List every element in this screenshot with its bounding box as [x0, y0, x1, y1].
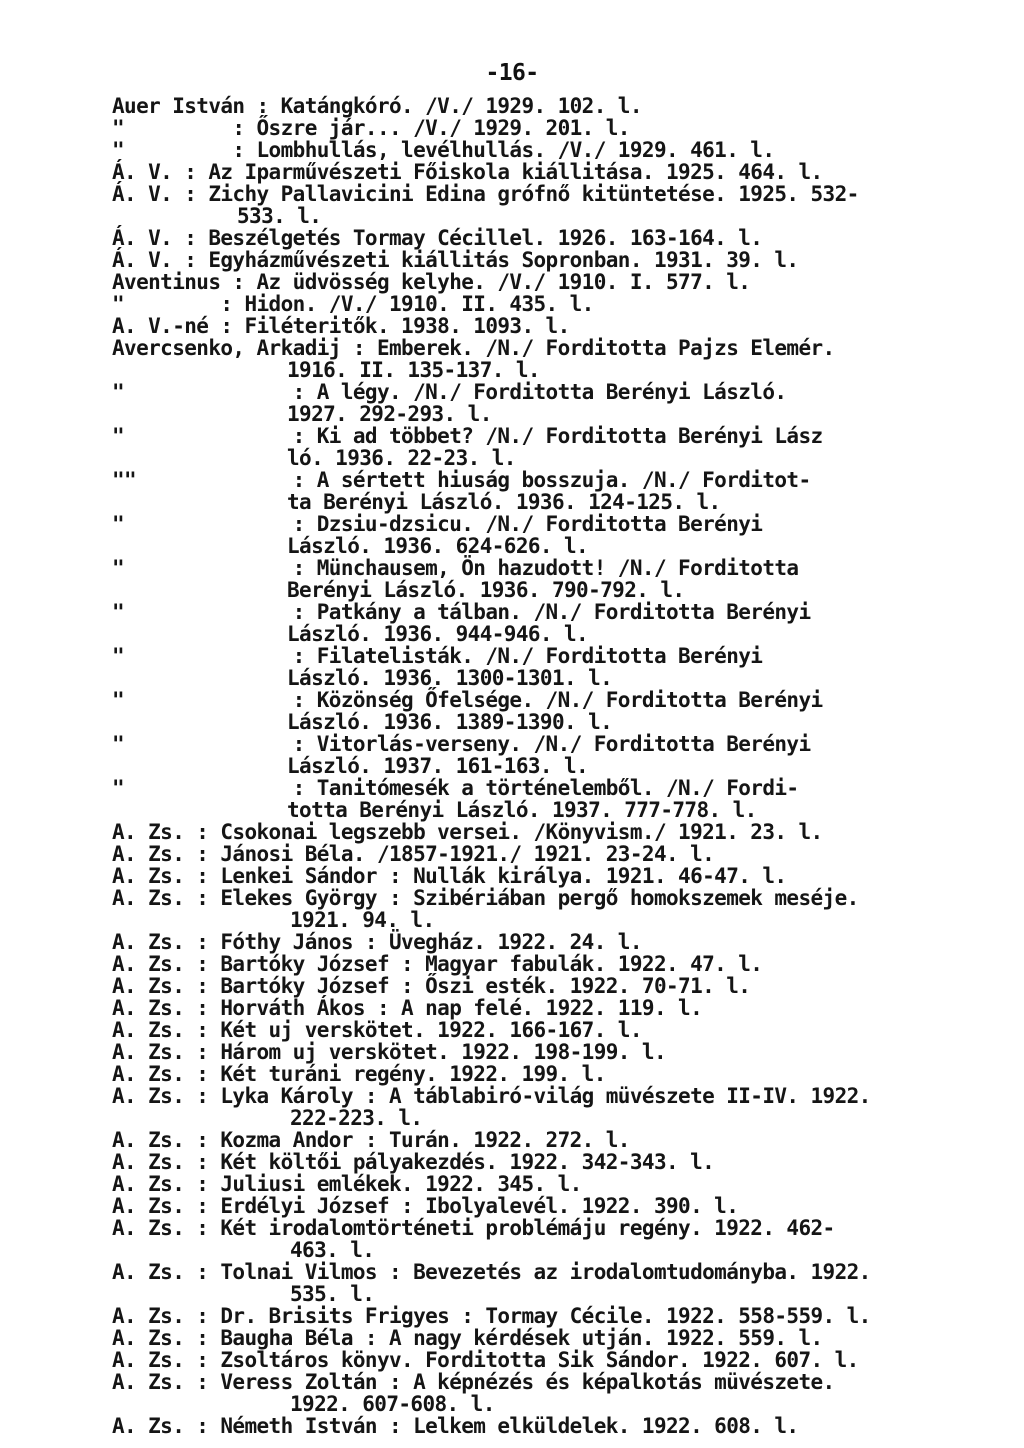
entry-line: " : Dzsiu-dzsicu. /N./ Forditotta Berényi	[112, 512, 763, 536]
entry-line: " : Filatelisták. /N./ Forditotta Berényi	[112, 644, 763, 668]
entry-line: " : Münchausem, Ön hazudott! /N./ Forditotta	[112, 556, 799, 580]
entry-line: A. Zs. : Csokonai legszebb versei. /Könyvism./ 1921. 23. l.	[112, 820, 823, 844]
entry-line: A. Zs. : Két költői pályakezdés. 1922. 342-343. l.	[112, 1150, 715, 1174]
entry-line: László. 1936. 624-626. l.	[287, 534, 589, 558]
entry-line: A. Zs. : Veress Zoltán : A képnézés és képalkotás müvészete.	[112, 1370, 835, 1394]
entry-line: A. V.-né : Filéteritők. 1938. 1093. l.	[112, 314, 570, 338]
entry-line: A. Zs. : Három uj verskötet. 1922. 198-199. l.	[112, 1040, 666, 1064]
entry-line: Á. V. : Zichy Pallavicini Edina grófnő kitüntetése. 1925. 532-	[112, 182, 859, 206]
entry-line: A. Zs. : Lyka Károly : A táblabiró-világ müvészete II-IV. 1922.	[112, 1084, 871, 1108]
entry-line: A. Zs. : Dr. Brisits Frigyes : Tormay Cécile. 1922. 558-559. l.	[112, 1304, 871, 1328]
entry-line: László. 1936. 944-946. l.	[287, 622, 589, 646]
entry-line: 1921. 94. l.	[290, 908, 435, 932]
entry-line: Á. V. : Beszélgetés Tormay Cécillel. 1926. 163-164. l.	[112, 226, 763, 250]
entry-line: ló. 1936. 22-23. l.	[287, 446, 516, 470]
entry-line: Avercsenko, Arkadij : Emberek. /N./ Forditotta Pajzs Elemér.	[112, 336, 835, 360]
entry-line: László. 1937. 161-163. l.	[287, 754, 589, 778]
entry-line: A. Zs. : Fóthy János : Üvegház. 1922. 24. l.	[112, 930, 642, 954]
entry-line: A. Zs. : Két irodalomtörténeti problémáju regény. 1922. 462-	[112, 1216, 835, 1240]
entry-line: 535. l.	[290, 1282, 375, 1306]
entry-line: Berényi László. 1936. 790-792. l.	[287, 578, 685, 602]
page-number: -16-	[485, 60, 539, 86]
entry-line: László. 1936. 1300-1301. l.	[287, 666, 613, 690]
entry-line: A. Zs. : Lenkei Sándor : Nullák királya. 1921. 46-47. l.	[112, 864, 787, 888]
entry-line: " : Tanitómesék a történelemből. /N./ Fordi-	[112, 776, 799, 800]
entry-line: " : Közönség Őfelsége. /N./ Forditotta Berényi	[112, 688, 823, 712]
entry-line: " : Patkány a tálban. /N./ Forditotta Berényi	[112, 600, 811, 624]
entry-line: 1927. 292-293. l.	[287, 402, 492, 426]
entry-line: A. Zs. : Németh István : Lelkem elküldelek. 1922. 608. l.	[112, 1414, 799, 1438]
entry-line: Á. V. : Egyházművészeti kiállitás Sopronban. 1931. 39. l.	[112, 248, 799, 272]
entry-line: "" : A sértett hiuság bosszuja. /N./ Forditot-	[112, 468, 811, 492]
entry-line: 533. l.	[237, 204, 322, 228]
entry-line: totta Berényi László. 1937. 777-778. l.	[287, 798, 757, 822]
entry-line: 1916. II. 135-137. l.	[287, 358, 540, 382]
entry-line: Auer István : Katángkóró. /V./ 1929. 102. l.	[112, 94, 642, 118]
entry-line: " : Hidon. /V./ 1910. II. 435. l.	[112, 292, 594, 316]
entry-line: A. Zs. : Erdélyi József : Ibolyalevél. 1922. 390. l.	[112, 1194, 739, 1218]
entry-line: A. Zs. : Jánosi Béla. /1857-1921./ 1921. 23-24. l.	[112, 842, 715, 866]
entry-line: " : Lombhullás, levélhullás. /V./ 1929. 461. l.	[112, 138, 775, 162]
entry-line: A. Zs. : Elekes György : Szibériában pergő homokszemek meséje.	[112, 886, 859, 910]
entry-line: " : A légy. /N./ Forditotta Berényi László.	[112, 380, 787, 404]
entry-line: " : Ki ad többet? /N./ Forditotta Berényi Lász	[112, 424, 823, 448]
entry-line: László. 1936. 1389-1390. l.	[287, 710, 613, 734]
entry-line: A. Zs. : Két turáni regény. 1922. 199. l.	[112, 1062, 606, 1086]
entry-line: A. Zs. : Juliusi emlékek. 1922. 345. l.	[112, 1172, 582, 1196]
entry-line: " : Vitorlás-verseny. /N./ Forditotta Berényi	[112, 732, 811, 756]
entry-line: A. Zs. : Bartóky József : Magyar fabulák. 1922. 47. l.	[112, 952, 763, 976]
entry-line: A. Zs. : Zsoltáros könyv. Forditotta Sik Sándor. 1922. 607. l.	[112, 1348, 859, 1372]
entry-line: A. Zs. : Tolnai Vilmos : Bevezetés az irodalomtudományba. 1922.	[112, 1260, 871, 1284]
entry-line: " : Őszre jár... /V./ 1929. 201. l.	[112, 116, 630, 140]
entry-line: A. Zs. : Baugha Béla : A nagy kérdések utján. 1922. 559. l.	[112, 1326, 823, 1350]
entry-line: A. Zs. : Kozma Andor : Turán. 1922. 272. l.	[112, 1128, 630, 1152]
entry-line: ta Berényi László. 1936. 124-125. l.	[287, 490, 721, 514]
entry-line: A. Zs. : Bartóky József : Őszi esték. 1922. 70-71. l.	[112, 974, 751, 998]
entry-line: A. Zs. : Horváth Ákos : A nap felé. 1922. 119. l.	[112, 996, 703, 1020]
entry-line: 463. l.	[290, 1238, 375, 1262]
entry-line: Á. V. : Az Iparművészeti Főiskola kiállitása. 1925. 464. l.	[112, 160, 823, 184]
entry-line: 1922. 607-608. l.	[290, 1392, 495, 1416]
entry-line: 222-223. l.	[290, 1106, 423, 1130]
entry-line: A. Zs. : Két uj verskötet. 1922. 166-167. l.	[112, 1018, 642, 1042]
entry-line: Aventinus : Az üdvösség kelyhe. /V./ 1910. I. 577. l.	[112, 270, 751, 294]
